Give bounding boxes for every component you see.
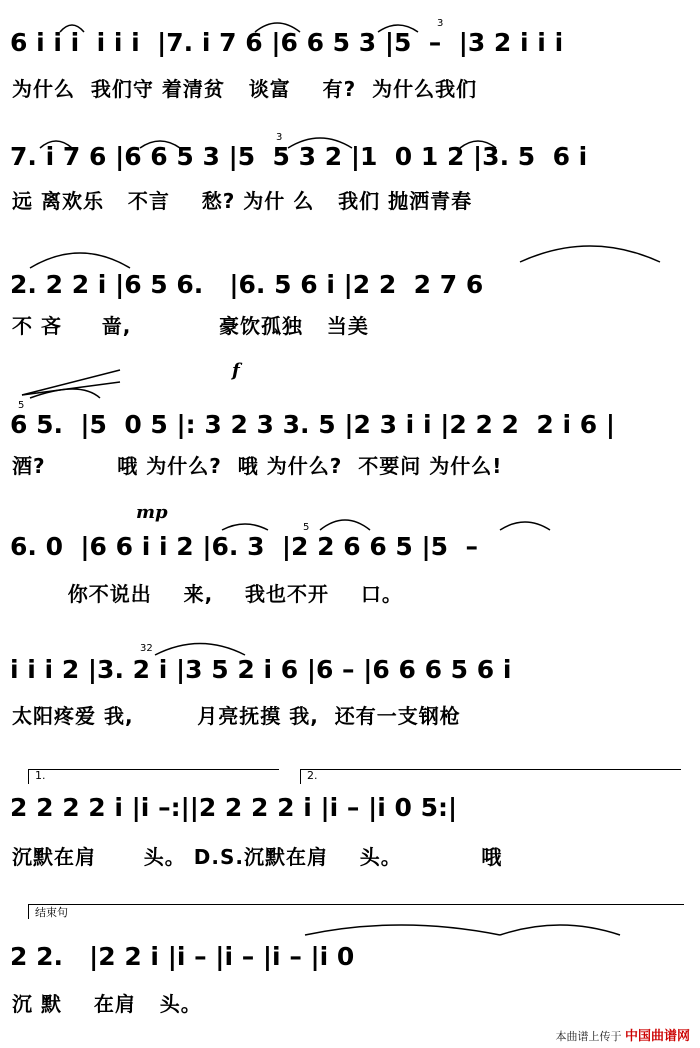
grace-note: 3 [437, 18, 444, 29]
notes-line-1: 6 i i i i i i |7. i 7 6 |6 6 5 3 |5 – |3 2 i i i [10, 28, 564, 57]
notes-line-6: i i i 2 |3. 2 i |3 5 2 i 6 |6 – |6 6 6 5 6 i [10, 655, 512, 684]
notes-line-4: 6 5. |5 0 5 |: 3 2 3 3. 5 |2 3 i i |2 2 2 2 i 6 | [10, 410, 615, 439]
notes-line-8: 2 2. |2 2 i |i – |i – |i – |i 0 [10, 942, 355, 971]
lyrics-line-6: 太阳疼爱 我, 月亮抚摸 我, 还有一支钢枪 [12, 704, 461, 728]
notes-line-7: 2 2 2 2 i |i –:||2 2 2 2 i |i – |i 0 5:| [10, 793, 458, 822]
mezzo-piano-mark: mp [136, 502, 168, 523]
notes-line-2: 7. i 7 6 |6 6 5 3 |5 5 3 2 |1 0 1 2 |3. 5 6 i [10, 142, 588, 171]
grace-note: 3 [276, 132, 283, 143]
coda-label: 结束句 [35, 906, 68, 919]
notes-line-5: 6. 0 |6 6 i i 2 |6. 3 |2 2 6 6 5 |5 – [10, 532, 478, 561]
lyrics-line-3: 不 吝 啬, 豪饮孤独 当美 [12, 314, 369, 338]
footer-watermark [555, 1025, 690, 1044]
second-ending-label: 2. [307, 769, 318, 782]
grace-note: 32 [140, 643, 153, 654]
footer-brand: 中国曲谱网 [624, 1029, 690, 1044]
footer-text: 本曲谱上传于 [555, 1030, 622, 1043]
lyrics-line-5: 你不说出 来, 我也不开 口。 [12, 582, 403, 606]
lyrics-line-2: 远 离欢乐 不言 愁? 为什 么 我们 抛洒青春 [12, 189, 473, 213]
grace-note: 5 [18, 400, 25, 411]
notes-line-3: 2. 2 2 i |6 5 6. |6. 5 6 i |2 2 2 7 6 [10, 270, 484, 299]
lyrics-line-7: 沉默在肩 头。 D.S.沉默在肩 头。 哦 [12, 845, 503, 869]
grace-note: 5 [303, 522, 310, 533]
lyrics-line-4: 酒? 哦 为什么? 哦 为什么? 不要问 为什么! [12, 454, 503, 478]
lyrics-line-8: 沉 默 在肩 头。 [12, 992, 202, 1016]
forte-mark: f [232, 360, 240, 381]
lyrics-line-1: 为什么 我们守 着清贫 谈富 有? 为什么我们 [12, 77, 478, 101]
first-ending-label: 1. [35, 769, 46, 782]
